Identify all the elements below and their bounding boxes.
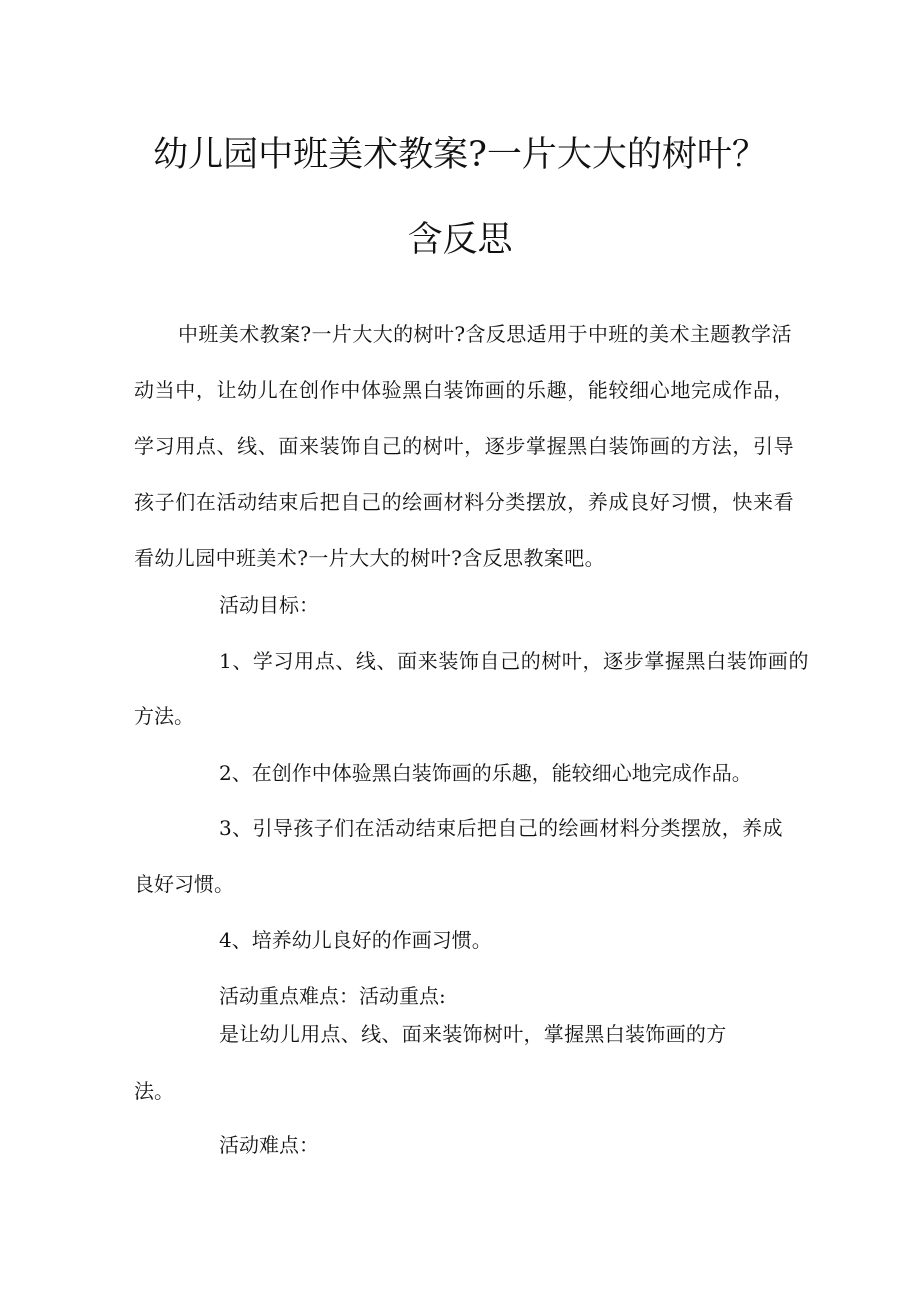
intro-line: 中班美术教案?一片大大的树叶?含反思适用于中班的美术主题教学活	[178, 322, 792, 346]
intro-line: 动当中，让幼儿在创作中体验黑白装饰画的乐趣，能较细心地完成作品，	[134, 378, 794, 402]
document-title-line-1: 幼儿园中班美术教案?一片大大的树叶？	[153, 135, 767, 175]
key-points-text-line-2: 法。	[134, 1079, 174, 1103]
key-points-heading: 活动重点难点：活动重点:	[219, 984, 446, 1008]
goals-heading: 活动目标：	[219, 593, 319, 617]
intro-paragraph	[134, 306, 794, 586]
intro-line: 学习用点、线、面来装饰自己的树叶，逐步掌握黑白装饰画的方法，引导	[134, 434, 794, 458]
goal-item-2: 2、在创作中体验黑白装饰画的乐趣，能较细心地完成作品。	[219, 761, 752, 785]
difficulty-heading: 活动难点：	[219, 1133, 319, 1157]
intro-line: 孩子们在活动结束后把自己的绘画材料分类摆放，养成良好习惯，快来看	[134, 490, 794, 514]
key-points-text-line-1: 是让幼儿用点、线、面来装饰树叶，掌握黑白装饰画的方	[219, 1022, 727, 1046]
document-title-line-2: 含反思	[407, 220, 513, 260]
goal-item-1-line-2: 方法。	[134, 704, 194, 728]
goal-item-1-line-1: 1、学习用点、线、面来装饰自己的树叶，逐步掌握黑白装饰画的	[219, 649, 810, 673]
goal-item-4: 4、培养幼儿良好的作画习惯。	[219, 928, 492, 952]
goal-item-3-line-2: 良好习惯。	[134, 872, 234, 896]
goal-item-3-line-1: 3、引导孩子们在活动结束后把自己的绘画材料分类摆放，养成	[219, 816, 783, 840]
intro-line: 看幼儿园中班美术?一片大大的树叶?含反思教案吧。	[134, 546, 606, 570]
